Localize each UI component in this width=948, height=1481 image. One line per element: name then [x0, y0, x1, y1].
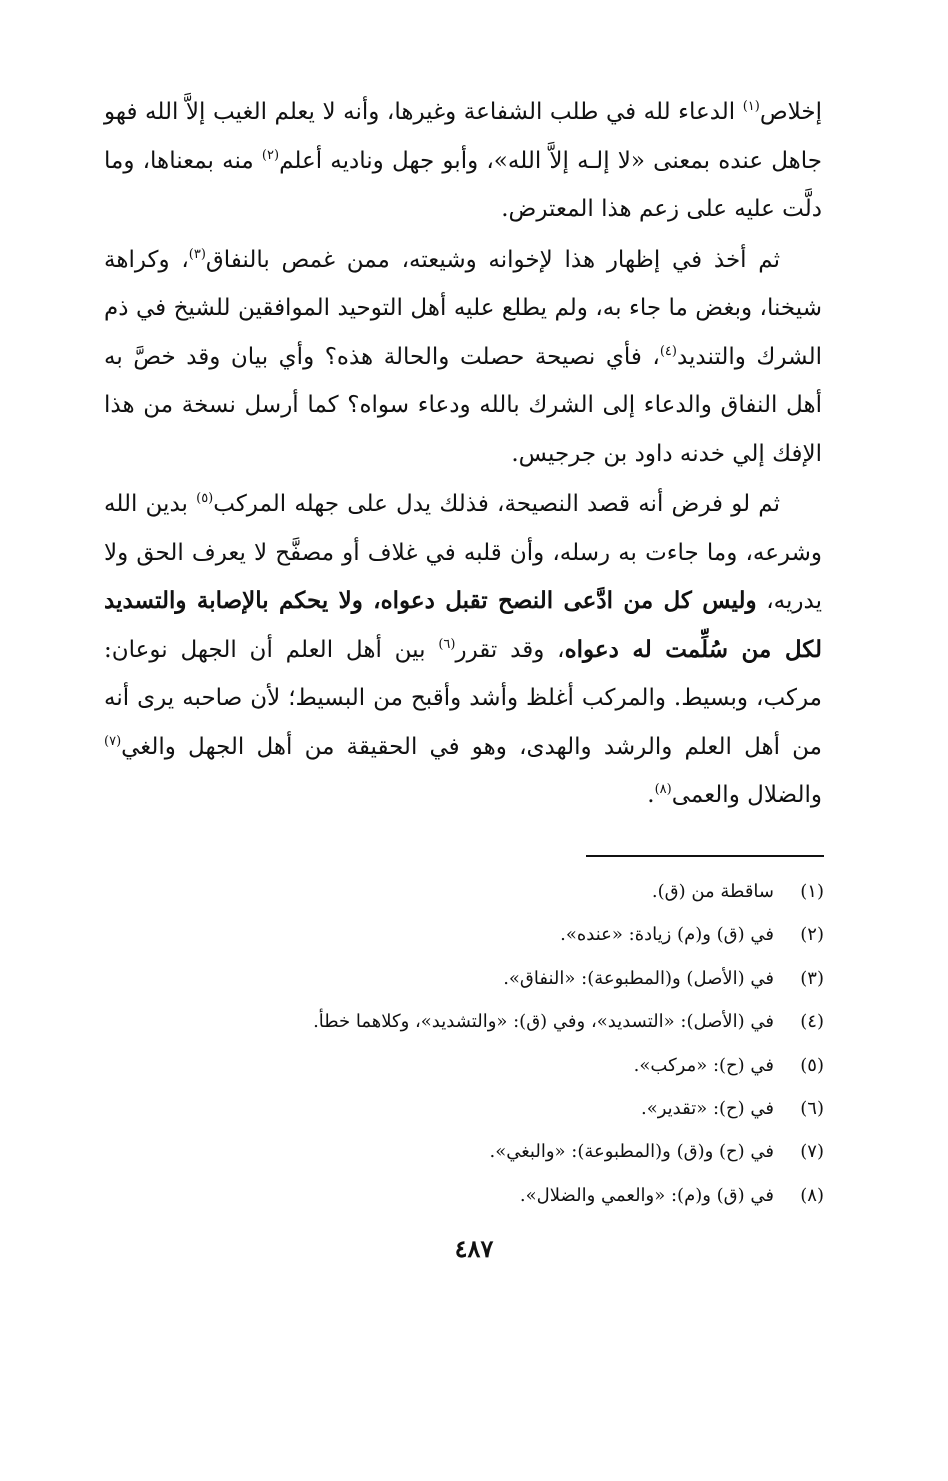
footnotes-list — [150, 870, 824, 1217]
paragraph — [104, 236, 822, 479]
footnote-number: (٣) — [800, 967, 824, 989]
footnote — [150, 1174, 824, 1217]
footnote-text: ساقطة من (ق). — [651, 881, 774, 902]
text-run: ثم أخذ في إظهار هذا لإخوانه وشيعته، ممن غمص بالنفاق — [205, 246, 780, 273]
text-run: ، فأي نصيحة حصلت والحالة هذه؟ وأي بيان وقد خصَّ به أهل النفاق والدعاء إلى الشرك بالله ودعاء سواه؟ كما أرسل نسخة من هذا الإفك إلي خدنه داود بن جرجيس. — [104, 343, 822, 467]
footnote — [150, 1087, 824, 1130]
text-run: منه بمعناها، وما دلَّت عليه على زعم هذا المعترض. — [104, 147, 822, 222]
footnote-number: (٧) — [800, 1141, 824, 1163]
text-run: ، وقد تقرر — [455, 636, 565, 663]
bold-text: وليس كل من ادَّعى النصح تقبل دعواه، ولا يحكم بالإصابة والتسديد لكل من سُلِّمت له دعواه — [104, 587, 822, 663]
footnote-reference: (٧) — [104, 733, 122, 749]
footnote-reference: (٢) — [261, 147, 280, 163]
footnote-text: في (الأصل): «التسديد»، وفي (ق): «والتشديد»، وكلاهما خطأ. — [313, 1011, 774, 1033]
footnote — [150, 957, 824, 1000]
footnote-number: (٢) — [800, 924, 824, 946]
footnote-reference: (٣) — [188, 246, 206, 262]
footnote — [150, 1000, 824, 1043]
footnote-number: (٥) — [800, 1054, 824, 1076]
paragraph — [104, 88, 822, 234]
footnote — [150, 1044, 824, 1087]
text-run: بين أهل العلم أن الجهل نوعان: مركب، وبسيط. والمركب أغلظ وأشد وأقبح من البسيط؛ لأن صاحبه يرى أنه من أهل العلم والرشد والهدى، وهو في الحقيقة من أهل الجهل والغي — [104, 636, 822, 760]
paragraph — [104, 480, 822, 820]
footnote-text: في (ق) و(م) زيادة: «عنده». — [560, 924, 774, 946]
footnote-number: (٦) — [800, 1098, 824, 1120]
footnote — [150, 870, 824, 913]
footnote — [150, 1130, 824, 1173]
footnote-number: (٤) — [800, 1011, 824, 1033]
footnote — [150, 913, 824, 956]
footnote-text: في (ح): «مركب». — [633, 1054, 774, 1076]
footnote-reference: (٤) — [659, 343, 677, 359]
page-number: ٤٨٧ — [454, 1234, 494, 1263]
text-run: إخلاص — [759, 99, 822, 125]
text-run: ، وكراهة شيخنا، وبغض ما جاء به، ولم يطلع عليه أهل التوحيد الموافقين للشيخ في ذم الشرك والتنديد — [104, 246, 822, 370]
text-run: والضلال والعمى — [671, 782, 822, 808]
footnote-reference: (٦) — [438, 636, 456, 652]
footnote-reference: (٥) — [196, 491, 214, 506]
footnote-reference: (٨) — [654, 782, 672, 797]
footnote-text: في (ح): «تقدير». — [640, 1098, 774, 1120]
footnote-text: في (ح) و(ق) و(المطبوعة): «والبغي». — [489, 1141, 774, 1163]
footnote-number: (١) — [800, 881, 824, 902]
footnote-text: في (ق) و(م): «والعمي والضلال». — [519, 1184, 774, 1206]
text-run: ثم لو فرض أنه قصد النصيحة، فذلك يدل على جهله المركب — [213, 491, 780, 517]
text-run: الدعاء لله في طلب الشفاعة وغيرها، وأنه لا يعلم الغيب إلاَّ الله فهو جاهل عنده بمعنى «لا إلـه إلاَّ الله»، وأبو جهل وناديه أعلم — [104, 99, 823, 174]
footnote-reference: (١) — [742, 99, 760, 114]
footnote-separator — [586, 855, 824, 857]
text-run: بدين الله وشرعه، وما جاءت به رسله، وأن قلبه في غلاف أو مصفَّح لا يعرف الحق ولا يدريه، — [104, 491, 822, 614]
footnote-number: (٨) — [800, 1184, 824, 1206]
text-run: . — [647, 782, 655, 808]
footnote-text: في (الأصل) و(المطبوعة): «النفاق». — [503, 967, 774, 989]
main-text — [104, 88, 822, 820]
